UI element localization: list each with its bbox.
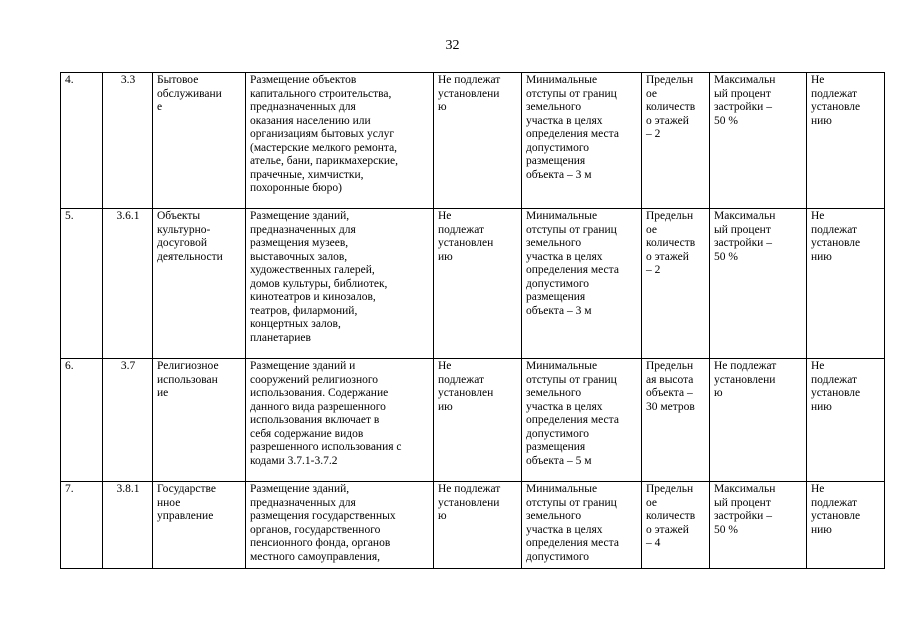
use-code: 3.7 [103,359,153,482]
other-params: Не подлежат установле нию [807,482,885,569]
use-code: 3.3 [103,73,153,209]
height-limit: Предельн ое количеств о этажей – 4 [642,482,710,569]
setbacks: Минимальные отступы от границ земельного участка в целях определения места допустимого размещения объекта – 3 м [522,73,642,209]
setbacks: Минимальные отступы от границ земельного участка в целях определения места допустимого [522,482,642,569]
coverage: Максимальн ый процент застройки – 50 % [710,73,807,209]
row-number: 5. [61,209,103,359]
other-params: Не подлежат установле нию [807,209,885,359]
coverage: Максимальн ый процент застройки – 50 % [710,209,807,359]
height-limit: Предельн ая высота объекта – 30 метров [642,359,710,482]
use-description: Размещение объектов капитального строительства, предназначенных для оказания населению или организациям бытовых услуг (мастерские мелкого ремонта, ателье, бани, парикмахерские, прачечные, химчистки, похоронные бюро) [246,73,434,209]
use-name: Государстве нное управление [153,482,246,569]
use-name: Объекты культурно- досуговой деятельности [153,209,246,359]
use-description: Размещение зданий и сооружений религиозного использования. Содержание данного вида разрешенного использования включает в себя содержание видов разрешенного использования с кодами 3.7.1-3.7.2 [246,359,434,482]
area-limits: Не подлежат установлени ю [434,482,522,569]
coverage: Максимальн ый процент застройки – 50 % [710,482,807,569]
use-code: 3.8.1 [103,482,153,569]
area-limits: Не подлежат установлен ию [434,359,522,482]
row-number: 7. [61,482,103,569]
table-row [61,209,885,359]
table-row [61,359,885,482]
use-code: 3.6.1 [103,209,153,359]
height-limit: Предельн ое количеств о этажей – 2 [642,73,710,209]
use-name: Бытовое обслуживани е [153,73,246,209]
area-limits: Не подлежат установлени ю [434,73,522,209]
other-params: Не подлежат установле нию [807,73,885,209]
land-use-table [60,72,885,569]
area-limits: Не подлежат установлен ию [434,209,522,359]
setbacks: Минимальные отступы от границ земельного участка в целях определения места допустимого размещения объекта – 3 м [522,209,642,359]
table-row [61,73,885,209]
height-limit: Предельн ое количеств о этажей – 2 [642,209,710,359]
setbacks: Минимальные отступы от границ земельного участка в целях определения места допустимого размещения объекта – 5 м [522,359,642,482]
use-name: Религиозное использован ие [153,359,246,482]
page-number: 32 [445,38,460,53]
other-params: Не подлежат установле нию [807,359,885,482]
use-description: Размещение зданий, предназначенных для размещения музеев, выставочных залов, художественных галерей, домов культуры, библиотек, кинотеатров и кинозалов, театров, филармоний, концертных залов, планетариев [246,209,434,359]
coverage: Не подлежат установлени ю [710,359,807,482]
use-description: Размещение зданий, предназначенных для размещения государственных органов, государственного пенсионного фонда, органов местного самоуправления, [246,482,434,569]
row-number: 4. [61,73,103,209]
table-row [61,482,885,569]
row-number: 6. [61,359,103,482]
